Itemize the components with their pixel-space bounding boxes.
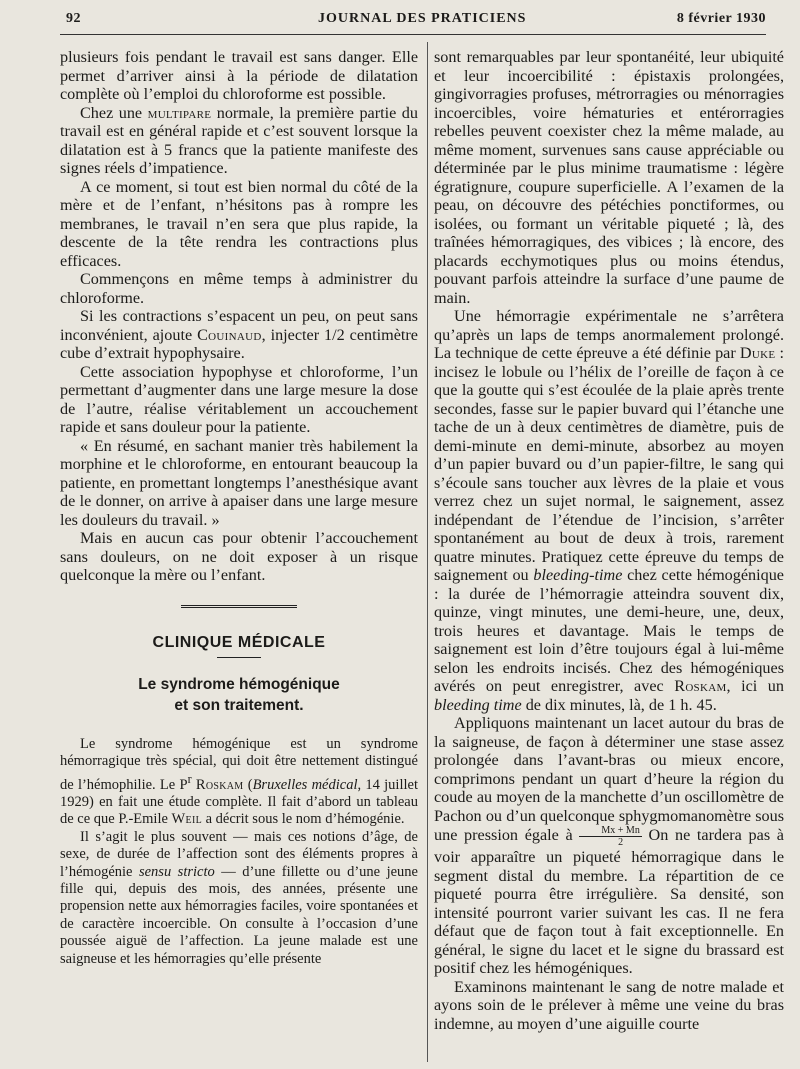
paragraph (60, 104, 418, 178)
paragraph: A ce moment, si tout est bien normal du côté de la mère et de l’enfant, n’hésitons pas à rompre les membranes, le travail n’en sera que plus rapide, la descente de la tête rendra les contractions plus efficaces. (60, 177, 418, 270)
italic-term: bleeding-time (533, 566, 623, 584)
author-name: Roskam (674, 677, 727, 695)
small-caps-term: multipare (147, 103, 212, 122)
author-name: Couinaud (197, 325, 262, 344)
text-run: normale, la première partie du travail est en général rapide et c’est souvent lorsque la dilatation est à 5 francs que la patiente manifeste des signes réels d’impatience. (60, 103, 418, 177)
article-body (60, 736, 418, 968)
text-run: Le syndrome hémogénique est un syndrome hémorragique très spécial, qui doit être nettement distingué de l’hémophilie. Le P (60, 736, 418, 793)
text-run: , ici un (726, 677, 784, 695)
paragraph: plusieurs fois pendant le travail est sans danger. Elle permet d’arriver ainsi à la période de dilatation complète où l’emploi du chloroforme est possible. (60, 48, 418, 103)
column-divider (427, 42, 428, 1062)
quote-paragraph: « En résumé, en sachant manier très habilement la morphine et le chloroforme, en entourant beaucoup la patiente, en promettant longtemps l’anesthésique avant de le donner, on arrive à apaiser dans une large mesure les douleurs du travail. » (60, 436, 418, 529)
page-number: 92 (66, 11, 81, 26)
text-run: On ne tardera pas à voir apparaître un piqueté hémorragique dans le segment distal du membre. La répartition de ce piqueté pourra être irrégulière. Sa densité, son intensité pourront varier suivant les cas. Il ne fera défaut que de façon tout à fait exceptionnelle. En général, le signe du lacet et le signe du brassard est positif chez les hémogéniques. (434, 826, 784, 977)
section-title: CLINIQUE MÉDICALE (152, 633, 326, 651)
article-title (60, 674, 418, 716)
paragraph (434, 714, 784, 978)
left-column (60, 48, 418, 968)
author-name: Duke (739, 344, 776, 362)
paragraph: Cette association hypophyse et chloroforme, l’un permettant d’augmenter dans une large mesure la dose de l’autre, réalise véritablement un accouchement rapide et sans douleur pour la patiente. (60, 362, 418, 436)
page-header (66, 11, 766, 33)
section-title-rule (217, 657, 261, 658)
paragraph (434, 307, 784, 714)
text-run: de dix minutes, là, de 1 h. 45. (521, 695, 717, 714)
article-title-line-1: Le syndrome hémogénique (138, 676, 340, 693)
text-run: : incisez le lobule ou l’hélix de l’oreille de façon à ce que la goutte qui s’est écoulée de la plaie après trente secondes, fasse sur le papier buvard qui l’étanche une tache de un à deux centimètres de diamètre, puis de demi-minute en demi-minute, absorbez au moyen d’un papier buvard ou d’un papier-filtre, le sang qui s’écoule sans toucher aux lèvres de la plaie et vous verrez chez un sujet normal, le saignement, assez indépendant de l’étendue de l’incision, s’arrêter spontanément au bout de deux à trois, rarement quatre minutes. Pratiquez cette épreuve du temps de saignement ou (434, 344, 785, 584)
text-run: ( (243, 776, 253, 793)
journal-citation: Bruxelles médical (252, 776, 358, 793)
paragraph (60, 307, 418, 363)
text-run: Il s’agit le plus souvent — mais ces notions d’âge, de sexe, de durée de l’affection sont des éléments propres à l’hémogénie (60, 828, 418, 880)
fraction-numerator: Mx + Mn (579, 825, 641, 837)
text-run: Chez une (80, 103, 148, 122)
article-title-line-2: et son traitement. (174, 697, 304, 714)
author-name: Weil (171, 811, 202, 828)
paragraph: Examinons maintenant le sang de notre malade et ayons soin de le prélever à même une veine du bras indemne, au moyen d’une aiguille courte (434, 977, 784, 1033)
fraction-denominator: 2 (618, 837, 624, 848)
paragraph: Mais en aucun cas pour obtenir l’accouchement sans douleurs, on ne doit exposer à un risque quelconque la mère ou l’enfant. (60, 529, 418, 584)
text-run: , injecter 1/2 centimètre cube d’extrait hypophysaire. (60, 325, 418, 362)
text-run: a décrit sous le nom d’hémogénie. (201, 811, 405, 828)
section-separator (181, 605, 297, 610)
text-run: chez cette hémogénique : la durée de l’hémorragie atteindra souvent dix, quinze, vingt minutes, une demi-heure, une, deux, trois heures et davantage. Mais le temps de saignement est loin d’être toujours égal à lui-même selon les endroits incisés. Chez des hémogéniques avérés on peut enregistrer, avec (434, 566, 784, 695)
right-column (434, 48, 784, 1033)
italic-term: bleeding time (434, 695, 522, 714)
journal-title: JOURNAL DES PRATICIENS (318, 11, 527, 26)
author-name: Roskam (195, 776, 244, 793)
header-rule (60, 34, 766, 35)
superscript: r (187, 771, 192, 786)
paragraph (60, 829, 418, 968)
issue-date: 8 février 1930 (676, 11, 766, 26)
pressure-fraction (579, 825, 641, 848)
text-run: — d’une fillette ou d’une jeune fille qui, depuis des mois, des années, présente une propension nette aux hémorragies faciles, voire spontanées et de caractère incoercible. On consulte à l’occasion d’une poussée aiguë de l’affection. La jeune malade est une saigneuse et les hémorragies qu’elle présente (60, 863, 418, 967)
text-run: Si les contractions s’espacent un peu, on peut sans inconvénient, ajoute (60, 307, 418, 344)
text-run: Une hémorragie expérimentale ne s’arrêtera qu’après un laps de temps anormalement prolongé. La technique de cette épreuve a été définie par (434, 307, 784, 362)
text-run: , 14 juillet 1929) en fait une étude complète. Il fait d’abord un tableau de ce que P.-Emile (60, 776, 418, 828)
paragraph: Commençons en même temps à administrer du chloroforme. (60, 270, 418, 307)
paragraph: sont remarquables par leur spontanéité, leur ubiquité et leur incoercibilité : épistaxis prolongées, gingivorragies profuses, métrorragies ou ménorragies incoercibles, voire hématuries et entérorragies rebelles peuvent coexister chez la même malade, au même moment, survenues sans cause appréciable ou déterminée par le plus minime traumatisme : légère égratignure, coupure superficielle. A l’examen de la peau, on découvre des pétéchies ponctiformes, ou isolées, ou formant un véritable piqueté ; là, des traînées hémorragiques, des vibices ; là encore, des placards ecchymotiques plus ou moins étendus, pouvant parfois atteindre la surface d’une paume de main. (434, 48, 784, 307)
paragraph (60, 736, 418, 829)
italic-term: sensu stricto (138, 863, 215, 880)
text-run: Appliquons maintenant un lacet autour du bras de la saigneuse, de façon à déterminer une stase assez prolongée dans l’avant-bras ou mieux encore, comprimons pendant un quart d’heure la région du coude au moyen de la manchette d’un oscillomètre de Pachon ou d’un quelconque sphygmomanomètre sous une pression égale à (434, 714, 784, 845)
